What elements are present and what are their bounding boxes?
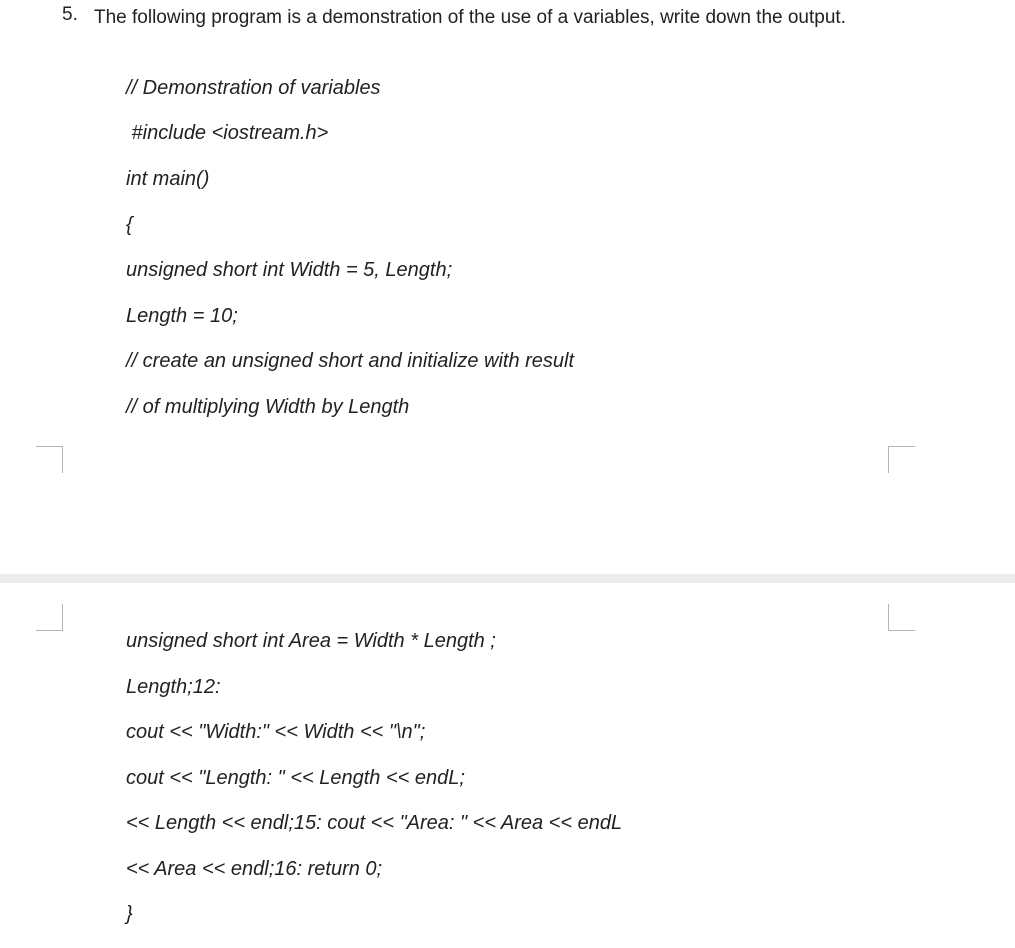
code-line: } [126,903,133,925]
code-line: cout << "Width:" << Width << "\n"; [126,721,426,743]
question-number: 5. [62,4,78,25]
page-corner-mark [36,604,63,631]
code-line: // of multiplying Width by Length [126,396,410,418]
question-text: The following program is a demonstration of the use of a variables, write down the output. [94,7,846,28]
code-line: { [126,214,133,236]
page-corner-mark [888,604,915,631]
code-line: << Length << endl;15: cout << "Area: " << Area << endL [126,812,623,834]
page-break [0,574,1015,583]
code-line: cout << "Length: " << Length << endL; [126,767,465,789]
page-corner-mark [36,446,63,473]
code-line: unsigned short int Width = 5, Length; [126,259,453,281]
code-line: Length;12: [126,676,221,698]
code-line: #include <iostream.h> [126,122,329,144]
code-line: unsigned short int Area = Width * Length ; [126,630,496,652]
code-line: // create an unsigned short and initialize with result [126,350,575,372]
code-line: << Area << endl;16: return 0; [126,858,383,880]
code-line: Length = 10; [126,305,238,327]
page-corner-mark [888,446,915,473]
code-line: int main() [126,168,210,190]
code-line: // Demonstration of variables [126,77,381,99]
